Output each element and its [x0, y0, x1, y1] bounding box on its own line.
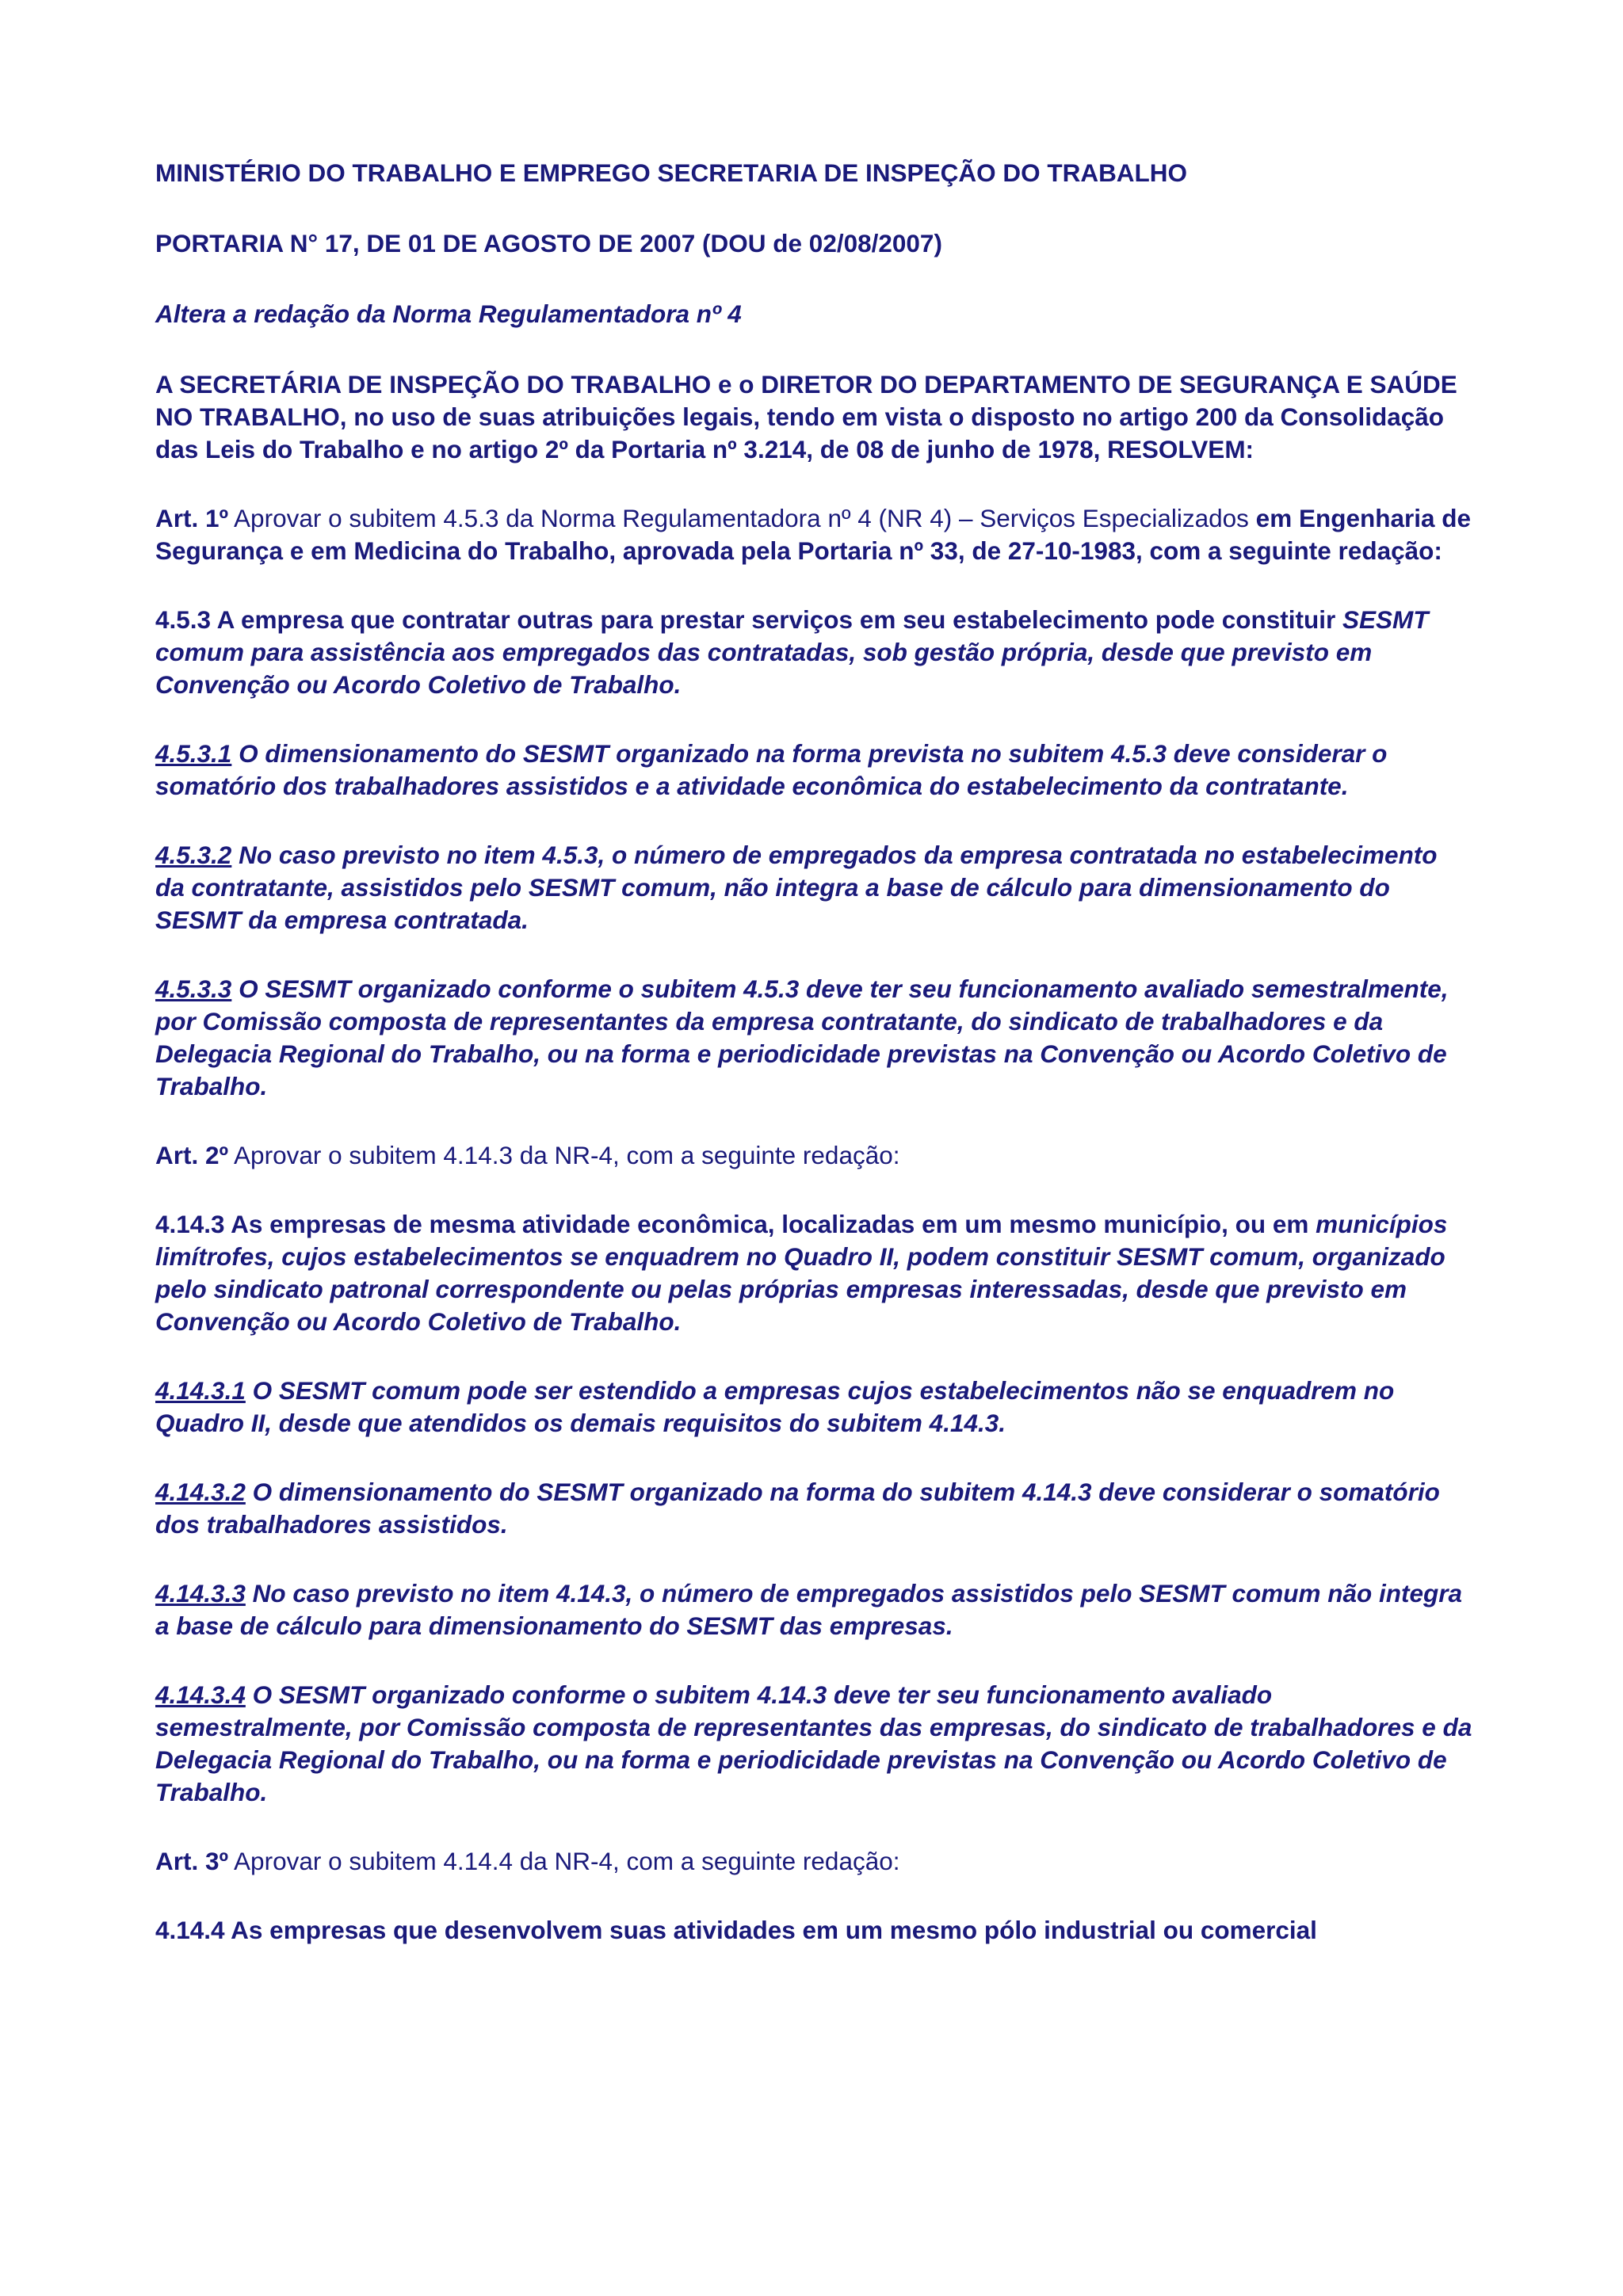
- subitem-4-5-3-3-link[interactable]: 4.5.3.3: [155, 974, 232, 1003]
- article-1-text-plain: Aprovar o subitem 4.5.3 da Norma Regulamentadora nº 4 (NR 4) – Serviços Especializados: [228, 504, 1256, 532]
- subitem-4-5-3-3: [155, 973, 1472, 1103]
- subitem-4-14-3-4-link[interactable]: 4.14.3.4: [155, 1680, 246, 1709]
- subitem-4-14-3-4: [155, 1679, 1472, 1809]
- subitem-4-14-3-3-text: No caso previsto no item 4.14.3, o número de empregados assistidos pelo SESMT comum não integra a base de cálculo para dimensionamento do SESMT das empresas.: [155, 1579, 1462, 1640]
- subitem-4-14-3-2-link[interactable]: 4.14.3.2: [155, 1478, 246, 1506]
- subitem-4-5-3-1-text: O dimensionamento do SESMT organizado na forma prevista no subitem 4.5.3 deve considerar o somatório dos trabalhadores assistidos e a atividade econômica do estabelecimento da contratante.: [155, 739, 1388, 800]
- subitem-4-14-3-1: [155, 1375, 1472, 1440]
- subitem-4-14-3-rest: municípios limítrofes, cujos estabelecimentos se enquadrem no Quadro II, podem constituir SESMT comum, organizado pelo sindicato patronal correspondente ou pelas próprias empresas interessadas, desde que previsto em Convenção ou Acordo Coletivo de Trabalho.: [155, 1210, 1448, 1336]
- subitem-4-14-4: 4.14.4 As empresas que desenvolvem suas atividades em um mesmo pólo industrial ou comercial: [155, 1916, 1317, 1944]
- subitem-4-14-3: [155, 1208, 1472, 1338]
- ementa: Altera a redação da Norma Regulamentadora nº 4: [155, 299, 742, 328]
- subitem-4-14-3-1-link[interactable]: 4.14.3.1: [155, 1376, 246, 1405]
- preamble: A SECRETÁRIA DE INSPEÇÃO DO TRABALHO e o DIRETOR DO DEPARTAMENTO DE SEGURANÇA E SAÚDE NO TRABALHO, no uso de suas atribuições legais, tendo em vista o disposto no artigo 200 da Consolidação das Leis do Trabalho e no artigo 2º da Portaria nº 3.214, de 08 de junho de 1978, RESOLVEM:: [155, 370, 1457, 463]
- subitem-4-14-3-2-text: O dimensionamento do SESMT organizado na forma do subitem 4.14.3 deve considerar o somatório dos trabalhadores assistidos.: [155, 1478, 1440, 1539]
- subitem-4-14-3-4-text: O SESMT organizado conforme o subitem 4.14.3 deve ter seu funcionamento avaliado semestralmente, por Comissão composta de representantes das empresas, do sindicato de trabalhadores e da Delegacia Regional do Trabalho, ou na forma e periodicidade previstas na Convenção ou Acordo Coletivo de Trabalho.: [155, 1680, 1472, 1806]
- subitem-4-5-3-2-link[interactable]: 4.5.3.2: [155, 841, 232, 869]
- article-3-label: Art. 3º: [155, 1847, 229, 1875]
- article-3-text: Aprovar o subitem 4.14.4 da NR-4, com a seguinte redação:: [228, 1847, 900, 1875]
- subitem-4-5-3-2: [155, 839, 1472, 936]
- subitem-4-5-3-1: [155, 738, 1472, 803]
- portaria-title: PORTARIA N° 17, DE 01 DE AGOSTO DE 2007 (DOU de 02/08/2007): [155, 229, 942, 257]
- article-2: [155, 1139, 1472, 1172]
- subitem-4-14-3-3: [155, 1577, 1472, 1642]
- subitem-4-14-3-lead: 4.14.3 As empresas de mesma atividade econômica, localizadas em um mesmo município, ou em: [155, 1210, 1316, 1238]
- article-2-label: Art. 2º: [155, 1141, 229, 1169]
- article-3: [155, 1845, 1472, 1878]
- article-1: [155, 502, 1472, 567]
- subitem-4-5-3-1-link[interactable]: 4.5.3.1: [155, 739, 232, 768]
- subitem-4-5-3-3-text: O SESMT organizado conforme o subitem 4.5.3 deve ter seu funcionamento avaliado semestralmente, por Comissão composta de representantes da empresa contratante, do sindicato de trabalhadores e da Delegacia Regional do Trabalho, ou na forma e periodicidade previstas na Convenção ou Acordo Coletivo de Trabalho.: [155, 974, 1449, 1100]
- article-1-label: Art. 1º: [155, 504, 229, 532]
- article-2-text: Aprovar o subitem 4.14.3 da NR-4, com a seguinte redação:: [228, 1141, 900, 1169]
- subitem-4-14-3-3-link[interactable]: 4.14.3.3: [155, 1579, 246, 1608]
- subitem-4-5-3-lead: 4.5.3 A empresa que contratar outras para prestar serviços em seu estabelecimento pode constituir: [155, 605, 1342, 634]
- subitem-4-5-3-2-text: No caso previsto no item 4.5.3, o número de empregados da empresa contratada no estabelecimento da contratante, assistidos pelo SESMT comum, não integra a base de cálculo para dimensionamento do SESMT da empresa contratada.: [155, 841, 1438, 934]
- subitem-4-14-3-1-text: O SESMT comum pode ser estendido a empresas cujos estabelecimentos não se enquadrem no Quadro II, desde que atendidos os demais requisitos do subitem 4.14.3.: [155, 1376, 1395, 1437]
- subitem-4-14-3-2: [155, 1476, 1472, 1541]
- article-1-text-bold: em Engenharia de Segurança e em Medicina do Trabalho, aprovada pela Portaria nº 33, de 27-10-1983, com a seguinte redação:: [155, 504, 1472, 565]
- subitem-4-5-3: [155, 604, 1472, 701]
- subitem-4-5-3-rest: SESMT comum para assistência aos empregados das contratadas, sob gestão própria, desde que previsto em Convenção ou Acordo Coletivo de Trabalho.: [155, 605, 1429, 699]
- ministry-heading: MINISTÉRIO DO TRABALHO E EMPREGO SECRETARIA DE INSPEÇÃO DO TRABALHO: [155, 158, 1188, 187]
